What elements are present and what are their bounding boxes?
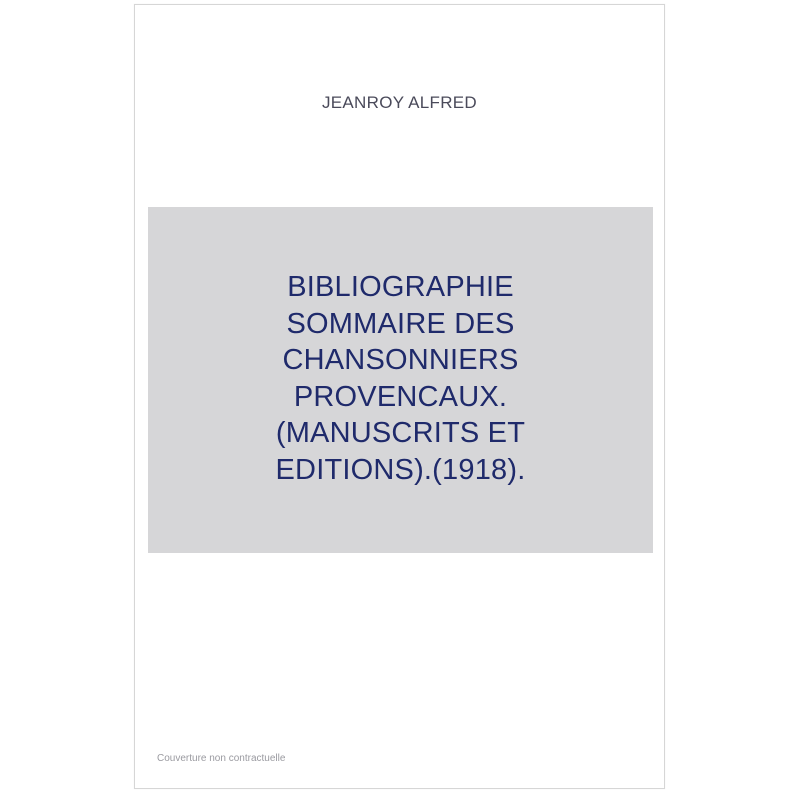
title-panel [148, 207, 653, 553]
title-line: EDITIONS).(1918). [275, 453, 526, 486]
title-line: SOMMAIRE DES [286, 307, 515, 340]
title-line: PROVENCAUX. [293, 380, 508, 413]
book-title [148, 269, 653, 488]
title-line: BIBLIOGRAPHIE [287, 271, 514, 303]
title-line: CHANSONNIERS [282, 344, 519, 376]
title-line: (MANUSCRITS ET [275, 417, 526, 449]
book-cover [134, 4, 665, 789]
author-name: JEANROY ALFRED [321, 93, 478, 112]
cover-disclaimer: Couverture non contractuelle [157, 753, 286, 764]
